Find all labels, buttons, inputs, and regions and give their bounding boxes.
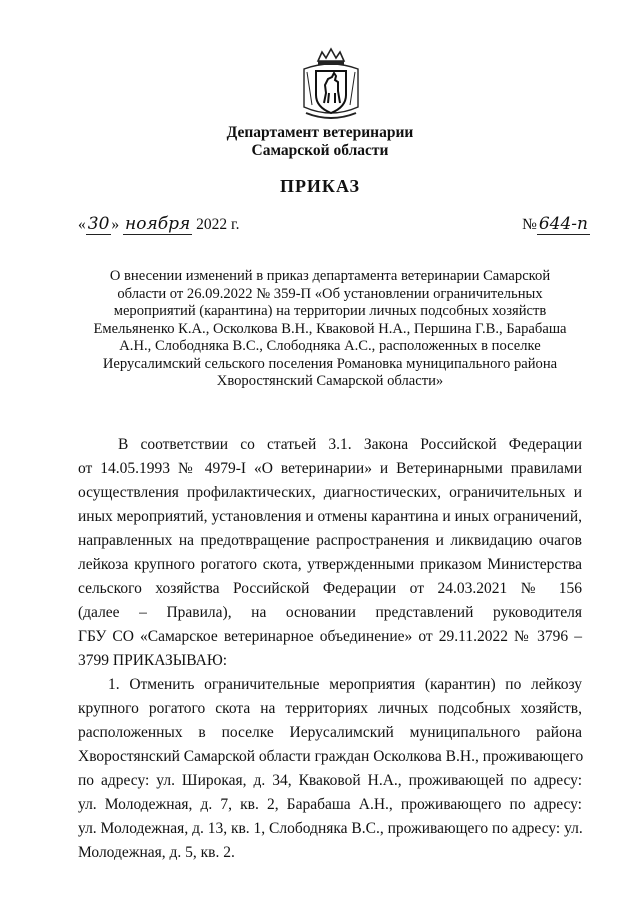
subject-line: Хворостянский Самарской области» <box>216 373 444 389</box>
body-line: от 14.05.1993 № 4979-I «О ветеринарии» и Ветеринарными правилами <box>78 460 582 477</box>
body-line: осуществления профилактических, диагностических, ограничительных и <box>78 484 582 501</box>
subject-line: области от 26.09.2022 № 359-П «Об установлении ограничительных <box>117 285 543 302</box>
body-line: расположенных в поселке Иерусалимский муниципального района <box>78 724 582 741</box>
subject-line: мероприятий (карантина) на территории личных подсобных хозяйств <box>113 303 547 319</box>
number-prefix: № <box>522 216 537 233</box>
coat-of-arms-icon <box>298 47 364 123</box>
body-line: Хворостянский Самарской области граждан Осколкова В.Н., проживающего <box>78 748 584 765</box>
date-close-quote: » <box>111 216 120 233</box>
order-number <box>522 214 590 234</box>
body-line: (далее – Правила), на основании представлений руководителя <box>78 604 582 621</box>
date-open-quote: « <box>78 216 86 233</box>
body-line: 3799 ПРИКАЗЫВАЮ: <box>78 652 228 669</box>
body-line: лейкоза крупного рогатого скота, утвержденными приказом Министерства <box>78 556 582 573</box>
document-title: ПРИКАЗ <box>279 176 361 196</box>
body-line: ул. Молодежная, д. 13, кв. 1, Слободняка В.С., проживающего по адресу: ул. <box>78 820 583 837</box>
date-year: 2022 г. <box>196 216 240 233</box>
subject-line: Иерусалимский сельского поселения Романовка муниципального района <box>102 355 558 372</box>
number-value: 644-п <box>538 214 588 234</box>
body-line: иных мероприятий, установления и отмены карантина и иных ограничений, <box>78 508 582 525</box>
order-subject <box>80 268 580 391</box>
subject-line: А.Н., Слободняка В.С., Слободняка А.С., расположенных в поселке <box>119 338 541 354</box>
body-line: ул. Молодежная, д. 7, кв. 2, Барабаша А.Н., проживающего по адресу: <box>78 796 582 813</box>
body-line: по адресу: ул. Широкая, д. 34, Кваковой Н.А., проживающей по адресу: <box>78 772 582 789</box>
body-line: В соответствии со статьей 3.1. Закона Российской Федерации <box>118 436 582 453</box>
body-line: крупного рогатого скота на территориях личных подсобных хозяйств, <box>78 700 582 717</box>
body-line: 1. Отменить ограничительные мероприятия (карантин) по лейкозу <box>108 676 582 693</box>
department-name-line2: Самарской области <box>251 142 389 159</box>
body-line: Молодежная, д. 5, кв. 2. <box>78 844 235 861</box>
date-day: 30 <box>87 214 110 234</box>
body-line: ГБУ СО «Самарское ветеринарное объединение» от 29.11.2022 № 3796 – <box>78 628 582 645</box>
date-month: ноября <box>125 214 191 234</box>
body-line: сельского хозяйства Российской Федерации от 24.03.2021 № 156 <box>78 580 582 597</box>
subject-line: Емельяненко К.А., Осколкова В.Н., Кваковой Н.А., Першина Г.В., Барабаша <box>93 320 567 337</box>
department-name-line1: Департамент ветеринарии <box>226 124 414 141</box>
subject-line: О внесении изменений в приказ департамента ветеринарии Самарской <box>109 268 551 284</box>
order-date <box>78 214 239 234</box>
body-line: направленных на предотвращение распространения и ликвидацию очагов <box>78 532 582 549</box>
